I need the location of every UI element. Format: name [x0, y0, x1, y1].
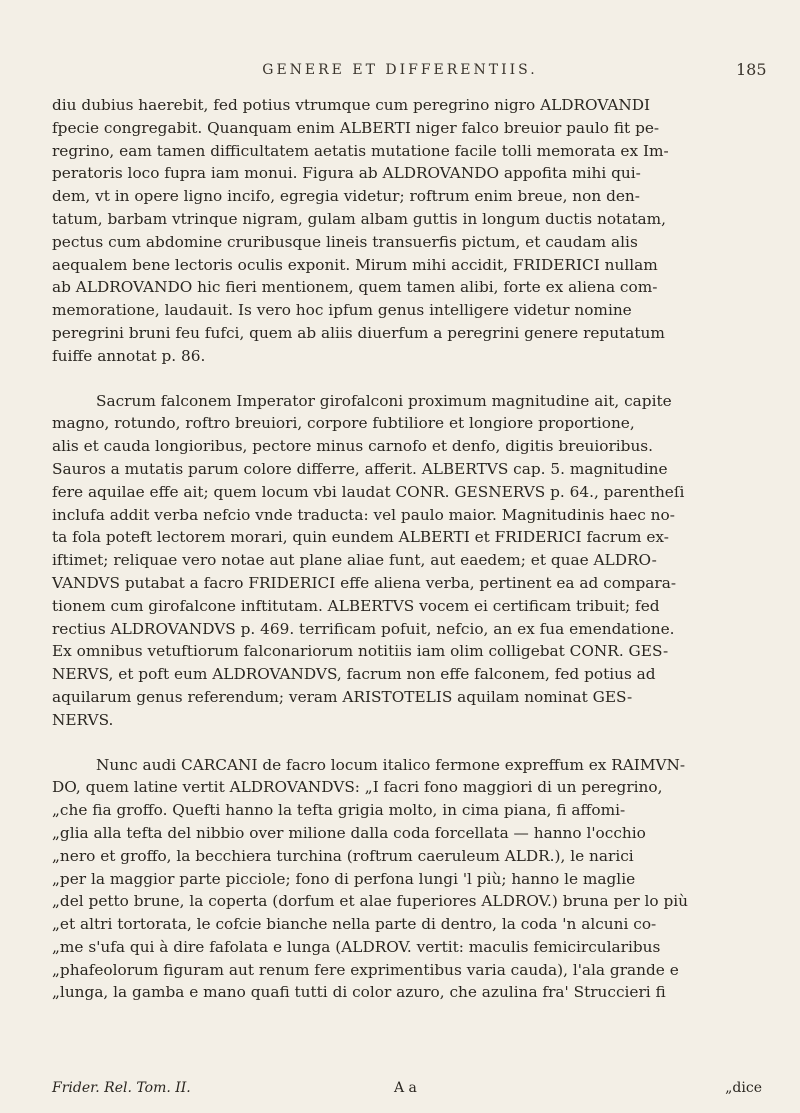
text-line: tionem cum girofalcone inftitutam. ALBERTVS vocem ei certificam tribuit; fed [52, 596, 660, 615]
text-line: fere aquilae effe ait; quem locum vbi laudat CONR. GESNERVS p. 64., parentheſi [52, 482, 685, 501]
text-line: DO, quem latine vertit ALDROVANDVS: „I facri fono maggiori di un peregrino, [52, 778, 663, 797]
text-line: VANDVS putabat a facro FRIDERICI effe aliena verba, pertinent ea ad compara- [52, 573, 676, 592]
text-line: memoratione, laudauit. Is vero hoc ipfum genus intelligere videtur nomine [52, 301, 632, 320]
catchword: „dice [725, 1080, 762, 1096]
text-line: iftimet; reliquae vero notae aut plane aliae funt, aut eaedem; et quae ALDRO- [52, 551, 657, 570]
running-head: GENERE ET DIFFERENTIIS. [262, 62, 538, 78]
text-line: „et altri tortorata, le cofcie bianche nella parte di dentro, la coda 'n alcuni co- [52, 915, 657, 934]
text-line: dem, vt in opere ligno incifo, egregia videtur; roftrum enim breue, non den- [52, 187, 640, 206]
text-line: Sacrum falconem Imperator girofalconi proximum magnitudine ait, capite [96, 391, 672, 410]
text-line: „me s'ufa qui à dire fafolata e lunga (ALDROV. vertit: maculis femicircularibus [52, 937, 661, 956]
paragraph-3 [52, 754, 762, 1005]
text-line: diu dubius haerebit, fed potius vtrumque cum peregrino nigro ALDROVANDI [52, 96, 651, 114]
text-line: „glia alla tefta del nibbio over milione dalla coda forcellata — hanno l'occhio [52, 823, 646, 842]
text-line: peratoris loco fupra iam monui. Figura ab ALDROVANDO appofita mihi qui- [52, 164, 641, 183]
text-line: „phafeolorum figuram aut renum fere exprimentibus varia cauda), l'ala grande e [52, 960, 679, 979]
text-line: Nunc audi CARCANI de facro locum italico fermone expreffum ex RAIMVN- [96, 755, 686, 774]
text-line: ta fola poteft lectorem morari, quin eundem ALBERTI et FRIDERICI facrum ex- [52, 528, 669, 547]
text-line: fuiffe annotat p. 86. [52, 346, 206, 365]
page-header [0, 62, 800, 86]
text-line: „che fia groffo. Quefti hanno la tefta grigia molto, in cima piana, fi affomi- [52, 801, 626, 820]
page-number: 185 [736, 60, 767, 79]
text-line: alis et cauda longioribus, pectore minus carnofo et denfo, digitis breuioribus. [52, 437, 654, 456]
text-line: peregrini bruni feu fufci, quem ab aliis diuerfum a peregrini genere reputatum [52, 323, 665, 342]
text-line: rectius ALDROVANDVS p. 469. terrificam pofuit, nefcio, an ex fua emendatione. [52, 619, 675, 638]
text-line: regrino, eam tamen difficultatem aetatis mutatione facile tolli memorata ex Im- [52, 141, 669, 160]
text-line: NERVS. [52, 710, 114, 729]
text-line: aquilarum genus referendum; veram ARISTOTELIS aquilam nominat GES- [52, 687, 633, 706]
text-line: fpecie congregabit. Quanquam enim ALBERTI niger falco breuior paulo fit pe- [52, 118, 660, 137]
signature-mark: A a [394, 1080, 417, 1096]
text-line: „lunga, la gamba e mano quafi tutti di color azuro, che azulina fra' Struccieri fi [52, 983, 666, 1002]
text-line: tatum, barbam vtrinque nigram, gulam albam guttis in longum ductis notatam, [52, 209, 666, 228]
text-line: NERVS, et poft eum ALDROVANDVS, facrum non effe falconem, fed potius ad [52, 665, 656, 684]
body-text [52, 94, 762, 1004]
signature-note: Frider. Rel. Tom. II. [52, 1080, 191, 1096]
text-line: Sauros a mutatis parum colore differre, afferit. ALBERTVS cap. 5. magnitudine [52, 459, 668, 478]
text-line: „per la maggior parte picciole; fono di perfona lungi 'l più; hanno le maglie [52, 869, 636, 888]
text-line: Ex omnibus vetuftiorum falconariorum notitiis iam olim colligebat CONR. GES- [52, 642, 669, 661]
text-line: inclufa addit verba nefcio vnde traducta: vel paulo maior. Magnitudinis haec no- [52, 505, 675, 524]
text-line: magno, rotundo, roftro breuiori, corpore fubtiliore et longiore proportione, [52, 414, 635, 433]
page-footer [52, 1080, 762, 1100]
text-line: aequalem bene lectoris oculis exponit. Mirum mihi accidit, FRIDERICI nullam [52, 255, 658, 274]
text-line: „nero et groffo, la becchiera turchina (roftrum caeruleum ALDR.), le narici [52, 846, 634, 865]
paragraph-1 [52, 94, 762, 368]
paragraph-2 [52, 390, 762, 732]
text-line: pectus cum abdomine cruribusque lineis transuerfis pictum, et caudam alis [52, 232, 638, 251]
text-line: „del petto brune, la coperta (dorfum et alae fuperiores ALDROV.) bruna per lo più [52, 892, 689, 911]
text-line: ab ALDROVANDO hic fieri mentionem, quem tamen alibi, forte ex aliena com- [52, 278, 658, 297]
